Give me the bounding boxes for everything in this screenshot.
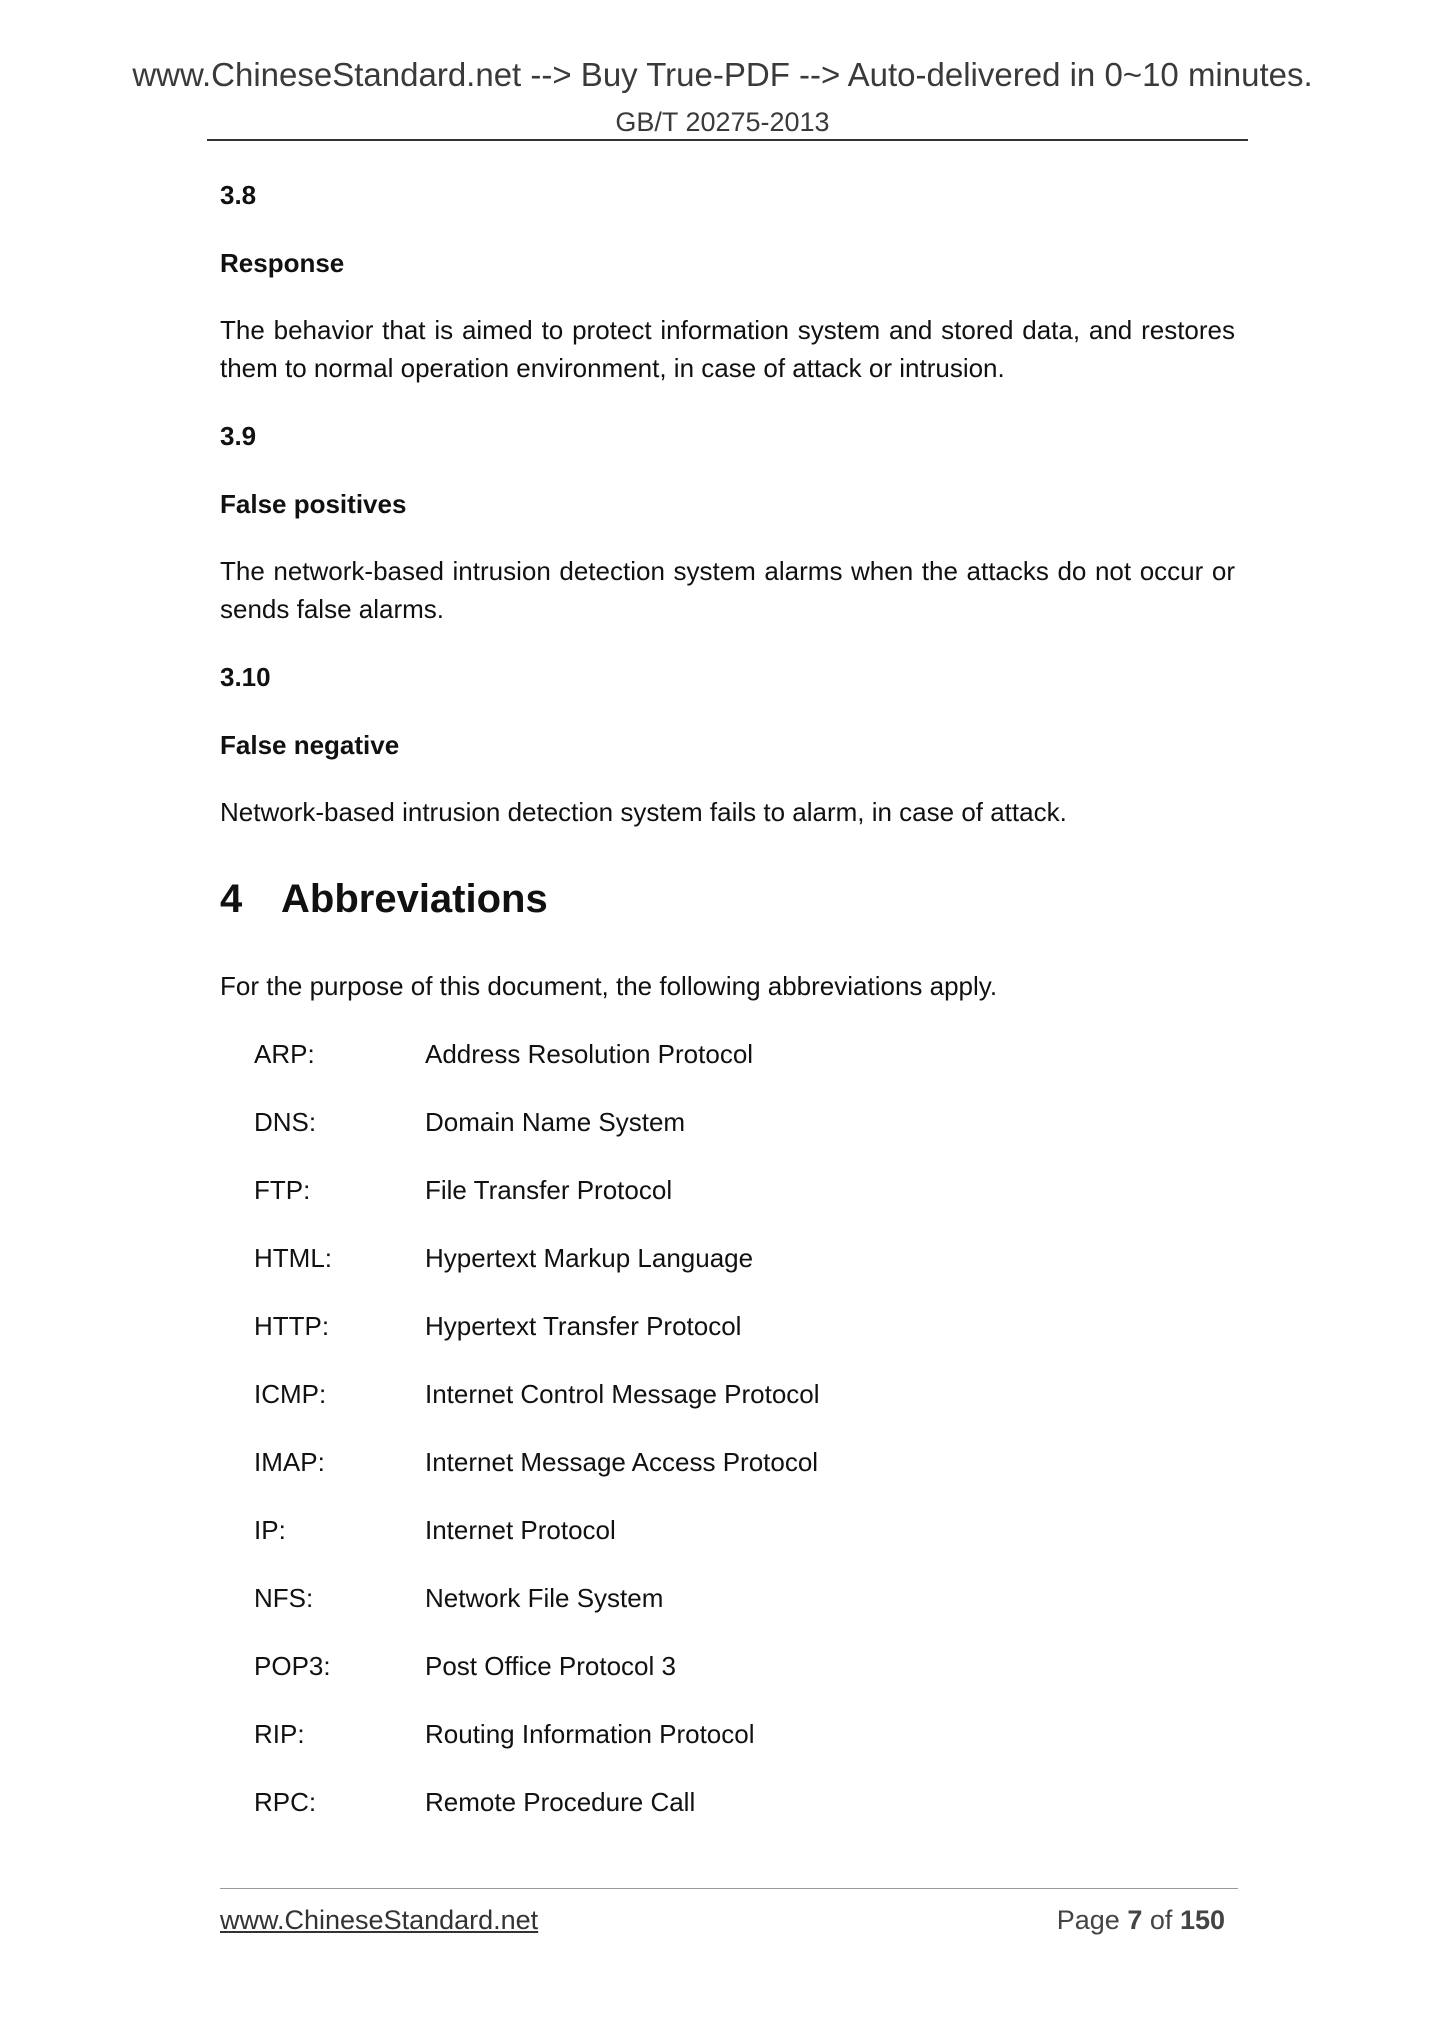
footer-site-link[interactable]: www.ChineseStandard.net xyxy=(220,1905,539,1935)
header-divider xyxy=(207,139,1248,141)
term-title: False negative xyxy=(220,730,400,760)
abbreviation-term: ICMP: xyxy=(254,1379,327,1409)
abbreviation-term: RPC: xyxy=(254,1787,317,1817)
section-intro: For the purpose of this document, the following abbreviations apply. xyxy=(220,971,998,1001)
page-current: 7 xyxy=(1127,1905,1143,1935)
abbreviation-meaning: Routing Information Protocol xyxy=(425,1719,755,1749)
abbreviation-meaning: Post Office Protocol 3 xyxy=(425,1651,676,1681)
abbreviation-meaning: Address Resolution Protocol xyxy=(425,1039,754,1069)
abbreviation-meaning: Remote Procedure Call xyxy=(425,1787,696,1817)
term-definition: Network-based intrusion detection system fails to alarm, in case of attack. xyxy=(220,797,1067,827)
term-definition: The behavior that is aimed to protect information system and stored data, and restores them to normal operation environment, in case of attack or intrusion. xyxy=(220,315,1235,383)
abbreviation-term: HTTP: xyxy=(254,1311,330,1341)
abbreviation-term: IMAP: xyxy=(254,1447,325,1477)
term-number: 3.10 xyxy=(220,662,271,692)
abbreviation-term: HTML: xyxy=(254,1243,332,1273)
abbreviation-row xyxy=(254,1511,616,1549)
abbreviation-term: NFS: xyxy=(254,1583,314,1613)
section-heading xyxy=(220,871,548,927)
abbreviation-row xyxy=(254,1103,685,1141)
abbreviation-meaning: Internet Protocol xyxy=(425,1515,616,1545)
abbreviation-row xyxy=(254,1171,672,1209)
abbreviation-term: ARP: xyxy=(254,1039,315,1069)
abbreviation-meaning: File Transfer Protocol xyxy=(425,1175,673,1205)
abbreviation-row xyxy=(254,1443,818,1481)
abbreviation-term: IP: xyxy=(254,1515,286,1545)
abbreviation-meaning: Hypertext Markup Language xyxy=(425,1243,754,1273)
abbreviation-row xyxy=(254,1375,820,1413)
abbreviation-meaning: Internet Message Access Protocol xyxy=(425,1447,819,1477)
page-word: Page xyxy=(1056,1905,1120,1935)
abbreviation-term: RIP: xyxy=(254,1719,305,1749)
footer-divider xyxy=(220,1888,1238,1889)
abbreviation-row xyxy=(254,1715,755,1753)
of-word: of xyxy=(1149,1905,1173,1935)
abbreviation-meaning: Domain Name System xyxy=(425,1107,686,1137)
abbreviation-row xyxy=(254,1307,741,1345)
abbreviation-row xyxy=(254,1239,753,1277)
abbreviation-term: FTP: xyxy=(254,1175,311,1205)
abbreviation-term: POP3: xyxy=(254,1651,331,1681)
term-number: 3.8 xyxy=(220,180,257,210)
abbreviation-meaning: Network File System xyxy=(425,1583,664,1613)
abbreviation-row xyxy=(254,1579,663,1617)
term-number: 3.9 xyxy=(220,421,257,451)
term-title: False positives xyxy=(220,489,407,519)
section-number: 4 xyxy=(220,877,243,921)
term-title: Response xyxy=(220,248,345,278)
header-banner[interactable]: www.ChineseStandard.net --> Buy True-PDF --> Auto-delivered in 0~10 minutes. xyxy=(132,56,1313,93)
abbreviation-meaning: Hypertext Transfer Protocol xyxy=(425,1311,742,1341)
abbreviation-meaning: Internet Control Message Protocol xyxy=(425,1379,820,1409)
page-indicator xyxy=(1057,1905,1225,1936)
section-title: Abbreviations xyxy=(281,877,548,921)
standard-code: GB/T 20275-2013 xyxy=(615,107,830,137)
page-total: 150 xyxy=(1179,1905,1225,1935)
term-definition: The network-based intrusion detection system alarms when the attacks do not occur or sends false alarms. xyxy=(220,556,1235,624)
abbreviation-row xyxy=(254,1035,753,1073)
abbreviation-row xyxy=(254,1783,695,1821)
abbreviation-term: DNS: xyxy=(254,1107,317,1137)
abbreviation-row xyxy=(254,1647,676,1685)
